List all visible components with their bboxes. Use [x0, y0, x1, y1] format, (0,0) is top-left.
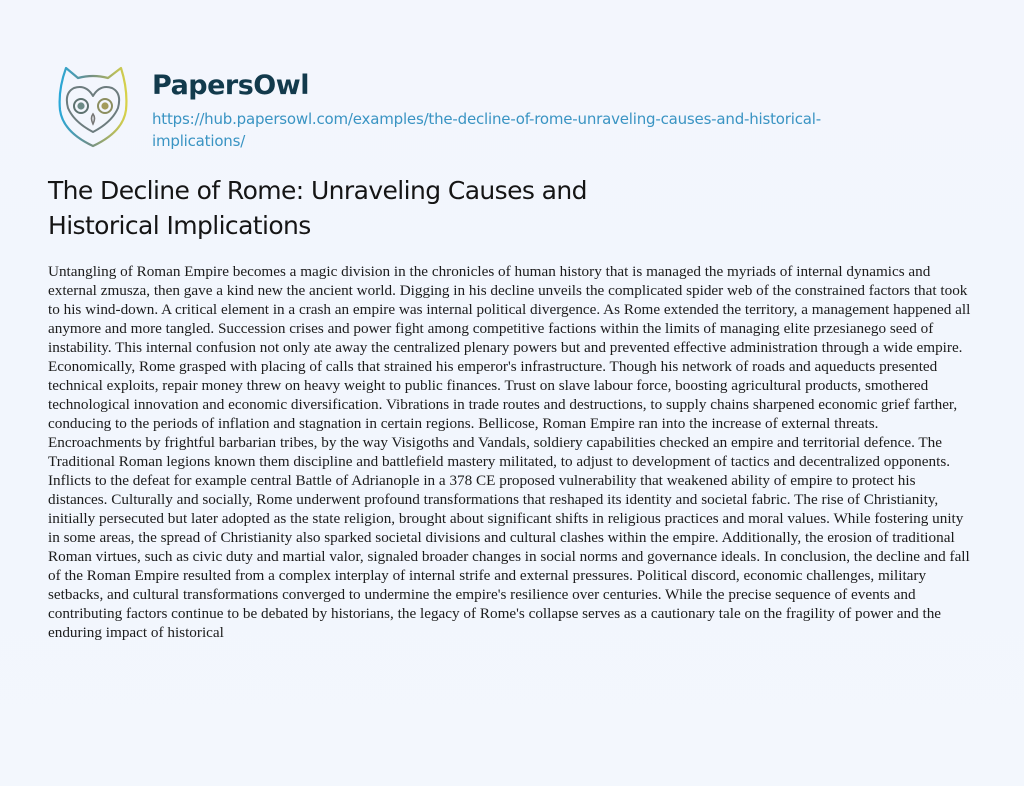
- url-line-1[interactable]: https://hub.papersowl.com/examples/the-decline-of-rome-unraveling-causes-and-historical-: [152, 110, 821, 128]
- url-line-2[interactable]: implications/: [152, 132, 246, 150]
- owl-logo-icon: [48, 60, 138, 150]
- article-title: [48, 173, 748, 243]
- title-line-1: The Decline of Rome: Unraveling Causes and: [48, 176, 587, 205]
- header: [48, 60, 988, 160]
- source-url-link[interactable]: [152, 108, 972, 152]
- title-line-2: Historical Implications: [48, 211, 311, 240]
- article-body: Untangling of Roman Empire becomes a magic division in the chronicles of human history that is managed the myriads of internal dynamics and external zmusza, then gave a kind new the ancient world. Digging in his decline unveils the complicated spider web of the constrained factors that took to his wind-down. A critical element in a crash an empire was internal political divergence. As Rome extended the territory, a management happened all anymore and more tangled. Succession crises and power fight among competitive factions within the limits of managing elite przesianego seed of instability. This internal confusion not only ate away the centralized plenary powers but and prevented effective administration through a wide empire. Economically, Rome grasped with placing of calls that strained his emperor's infrastructure. Though his network of roads and aqueducts presented technical exploits, repair money threw on heavy weight to public finances. Trust on slave labour force, boosting agricultural products, smothered technological innovation and economic diversification. Vibrations in trade routes and destructions, to supply chains sharpened economic grief farther, conducing to the periods of inflation and stagnation in certain regions. Bellicose, Roman Empire ran into the increase of external threats. Encroachments by frightful barbarian tribes, by the way Visigoths and Vandals, soldiery capabilities checked an empire and territorial defence. The Traditional Roman legions known them discipline and battlefield mastery militated, to adjust to development of tactics and decentralized opponents. Inflicts to the defeat for example central Battle of Adrianople in a 378 CE proposed vulnerability that weakened ability of empire to protect his distances. Culturally and socially, Rome underwent profound transformations that reshaped its identity and societal fabric. The rise of Christianity, initially persecuted but later adopted as the state religion, brought about significant shifts in religious practices and moral values. While fostering unity in some areas, the spread of Christianity also sparked societal divisions and cultural clashes within the empire. Additionally, the erosion of traditional Roman virtues, such as civic duty and martial valor, signaled broader changes in social norms and governance ideals. In conclusion, the decline and fall of the Roman Empire resulted from a complex interplay of internal strife and external pressures. Political discord, economic challenges, military setbacks, and cultural transformations converged to undermine the empire's resilience over centuries. While the precise sequence of events and contributing factors continue to be debated by historians, the legacy of Rome's collapse serves as a cautionary tale on the fragility of power and the enduring impact of historical: [48, 263, 971, 641]
- brand-name[interactable]: PapersOwl: [152, 70, 309, 101]
